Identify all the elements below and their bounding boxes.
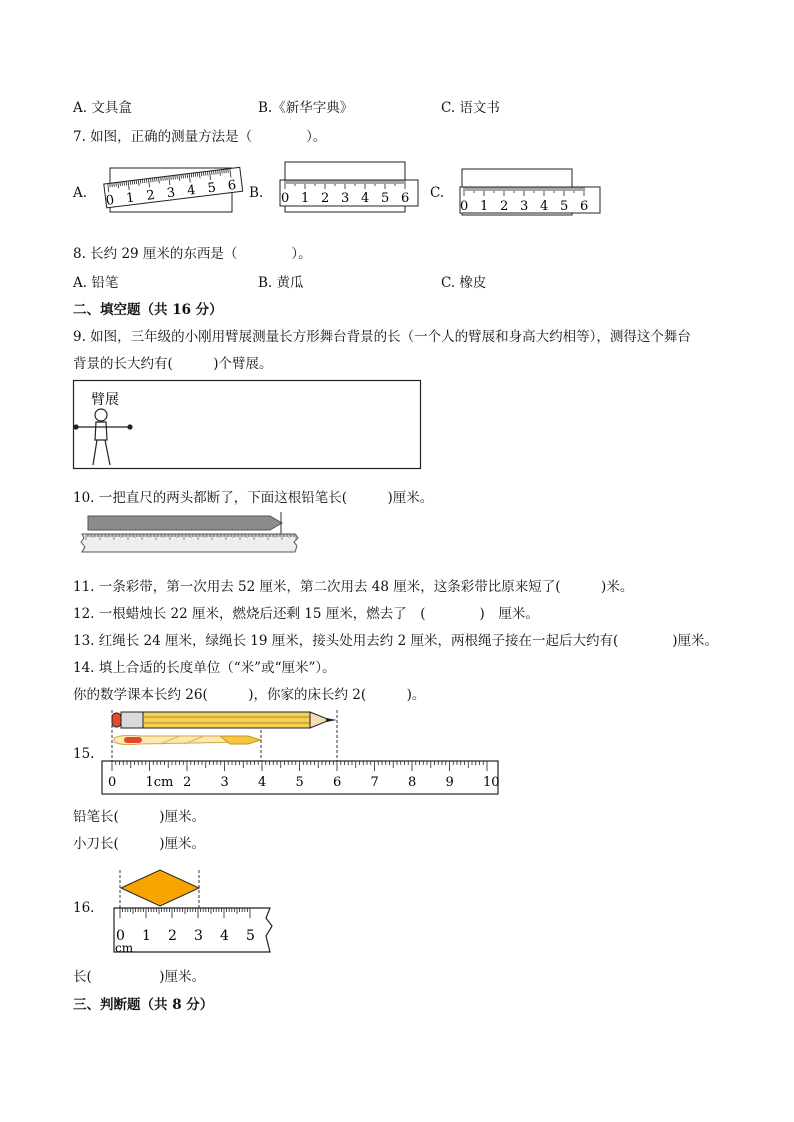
ruler-number: 5 (381, 191, 390, 206)
ruler-number: 6 (333, 775, 342, 790)
q10-figure (80, 510, 300, 558)
q9-figure-label: 臂展 (91, 392, 119, 408)
q12-stem: 12. 一根蜡烛长 22 厘米，燃烧后还剩 15 厘米，燃去了 ( ) 厘米。 (73, 606, 539, 622)
q16-diamond (121, 870, 199, 906)
ruler-number: 5 (560, 199, 569, 214)
q7-figure-b (278, 160, 418, 220)
q15-pencil-answer: 铅笔长( )厘米。 (73, 809, 206, 825)
section-2-heading: 二、填空题（共 16 分） (73, 302, 223, 318)
q13-stem: 13. 红绳长 24 厘米，绿绳长 19 厘米，接头处用去约 2 厘米，两根绳子接在一起后大约有( )厘米。 (73, 633, 718, 649)
q7-stem: 7. 如图，正确的测量方法是（ ）。 (73, 129, 327, 145)
ruler-number: 0 (108, 775, 117, 790)
q16-figure (112, 866, 282, 956)
ruler-number: 5 (206, 180, 217, 197)
ruler-number: 0 (104, 192, 116, 209)
q14-line2: 你的数学课本长约 26( )，你家的床长约 2( )。 (73, 687, 426, 703)
ruler-number: 3 (166, 185, 177, 202)
q15-knife-answer: 小刀长( )厘米。 (73, 836, 206, 852)
q11-stem: 11. 一条彩带，第一次用去 52 厘米，第二次用去 48 厘米，这条彩带比原来短了( )米。 (73, 579, 634, 595)
q16-number: 16. (73, 900, 95, 916)
ruler-number: 5 (295, 775, 304, 790)
ruler-number: 6 (580, 199, 589, 214)
ruler-number: 4 (540, 199, 549, 214)
q9-stem-line2: 背景的长大约有( )个臂展。 (73, 356, 273, 372)
ruler-number: 6 (401, 191, 410, 206)
q7-figure-c (458, 165, 603, 220)
ruler-number: 0 (116, 928, 125, 944)
ruler-number: 2 (321, 191, 330, 206)
ruler-number: 1cm (145, 775, 174, 790)
q14-stem: 14. 填上合适的长度单位（“米”或“厘米”）。 (73, 660, 336, 676)
q9-stage-figure (73, 380, 423, 470)
ruler-number: 4 (361, 191, 370, 206)
ruler-number: 9 (445, 775, 454, 790)
ruler-number: 1 (301, 191, 310, 206)
ruler-number: 1 (142, 928, 151, 944)
ruler-number: 2 (145, 187, 156, 204)
ruler-number: 3 (220, 775, 229, 790)
ruler-number: 7 (370, 775, 379, 790)
ruler-number: 8 (408, 775, 417, 790)
q16-unit: cm (115, 941, 134, 955)
q8-option-b: B. 黄瓜 (258, 275, 304, 291)
q10-stem: 10. 一把直尺的两头都断了，下面这根铅笔长( )厘米。 (73, 490, 434, 506)
ruler-number: 2 (183, 775, 192, 790)
q10-pencil (88, 516, 282, 530)
q6-option-b: B.《新华字典》 (258, 100, 354, 116)
ruler-number: 3 (194, 928, 203, 944)
q6-option-a: A. 文具盒 (73, 100, 132, 116)
stick-figure-icon (74, 409, 132, 465)
ruler-number: 1 (125, 190, 136, 207)
q7-option-c-label: C. (430, 185, 445, 201)
q8-option-a: A. 铅笔 (73, 275, 119, 291)
ruler-number: 3 (520, 199, 529, 214)
q15-knife (114, 735, 261, 744)
q6-option-c: C. 语文书 (441, 100, 500, 116)
q7-option-a-label: A. (73, 185, 88, 201)
q7-figure-a (100, 160, 240, 220)
q15-figure (100, 706, 500, 798)
ruler-number: 0 (281, 191, 290, 206)
ruler-number: 1 (480, 199, 489, 214)
q15-number: 15. (73, 746, 95, 762)
ruler-number: 2 (500, 199, 509, 214)
ruler-number: 4 (258, 775, 267, 790)
ruler-number: 4 (220, 928, 229, 944)
q8-option-c: C. 橡皮 (441, 275, 487, 291)
q8-stem: 8. 长约 29 厘米的东西是（ ）。 (73, 246, 312, 262)
section-3-heading: 三、判断题（共 8 分） (73, 997, 214, 1013)
ruler-number: 3 (341, 191, 350, 206)
ruler-number: 6 (227, 177, 238, 194)
q7-option-b-label: B. (249, 185, 264, 201)
ruler-number: 5 (246, 928, 255, 944)
ruler-number: 4 (186, 182, 197, 199)
q15-pencil (112, 712, 337, 728)
ruler-number: 2 (168, 928, 177, 944)
ruler-number: 0 (460, 199, 469, 214)
q9-stem-line1: 9. 如图，三年级的小刚用臂展测量长方形舞台背景的长（一个人的臂展和身高大约相等），测得这个舞台 (73, 329, 691, 345)
ruler-number: 10 (483, 775, 500, 790)
q16-answer: 长( )厘米。 (73, 969, 206, 985)
